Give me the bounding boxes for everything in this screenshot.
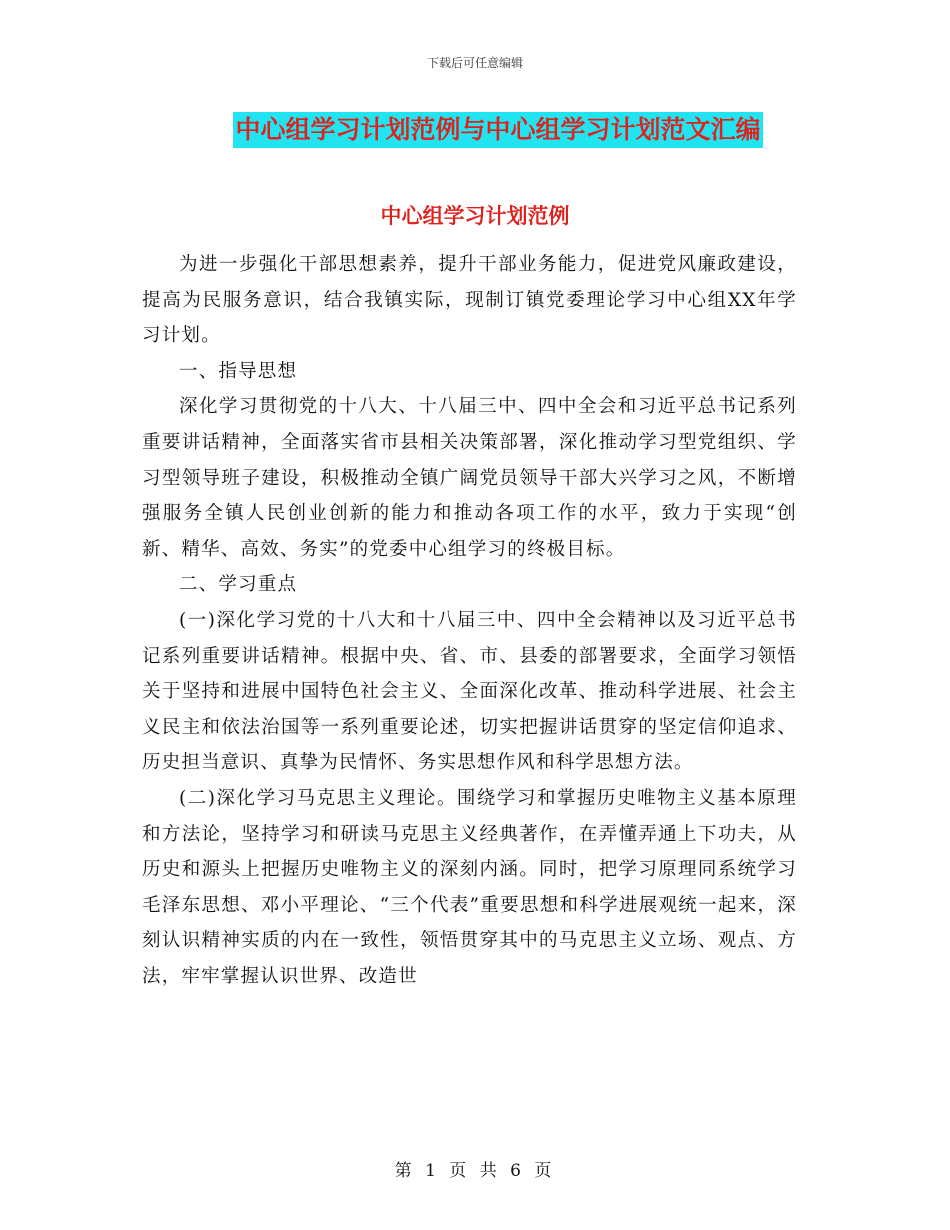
main-title: 中心组学习计划范例与中心组学习计划范文汇编 bbox=[233, 112, 762, 148]
guiding-thought-paragraph: 深化学习贯彻党的十八大、十八届三中、四中全会和习近平总书记系列重要讲话精神，全面落实省市县相关决策部署，深化推动学习型党组织、学习型领导班子建设，积极推动全镇广阔党员领导干部大兴学习之风，不断增强服务全镇人民创业创新的能力和推动各项工作的水平，致力于实现“创新、精华、高效、务实”的党委中心组学习的终极目标。 bbox=[142, 396, 797, 560]
page-number: 第 1 页 共 6 页 bbox=[394, 1161, 556, 1181]
section-title: 中心组学习计划范例 bbox=[380, 204, 570, 228]
header-note: 下载后可任意编辑 bbox=[426, 56, 523, 70]
intro-paragraph: 为进一步强化干部思想素养，提升干部业务能力，促进党风廉政建设，提高为民服务意识，结合我镇实际，现制订镇党委理论学习中心组XX年学习计划。 bbox=[142, 254, 797, 347]
study-focus-item-1: (一)深化学习党的十八大和十八届三中、四中全会精神以及习近平总书记系列重要讲话精神。根据中央、省、市、县委的部署要求，全面学习领悟关于坚持和进展中国特色社会主义、全面深化改革、推动科学进展、社会主义民主和依法治国等一系列重要论述，切实把握讲话贯穿的坚定信仰追求、历史担当意识、真挚为民情怀、务实思想作风和科学思想方法。 bbox=[142, 609, 797, 774]
study-focus-item-2: (二)深化学习马克思主义理论。围绕学习和掌握历史唯物主义基本原理和方法论，坚持学习和研读马克思主义经典著作，在弄懂弄通上下功夫，从历史和源头上把握历史唯物主义的深刻内涵。同时，把学习原理同系统学习毛泽东思想、邓小平理论、“三个代表”重要思想和科学进展观统一起来，深刻认识精神实质的内在一致性，领悟贯穿其中的马克思主义立场、观点、方法，牢牢掌握认识世界、改造世 bbox=[142, 787, 797, 987]
heading-guiding-thought: 一、指导思想 bbox=[179, 360, 298, 382]
main-title-container bbox=[0, 112, 950, 148]
document-body bbox=[142, 247, 797, 994]
heading-study-focus: 二、学习重点 bbox=[179, 574, 298, 596]
